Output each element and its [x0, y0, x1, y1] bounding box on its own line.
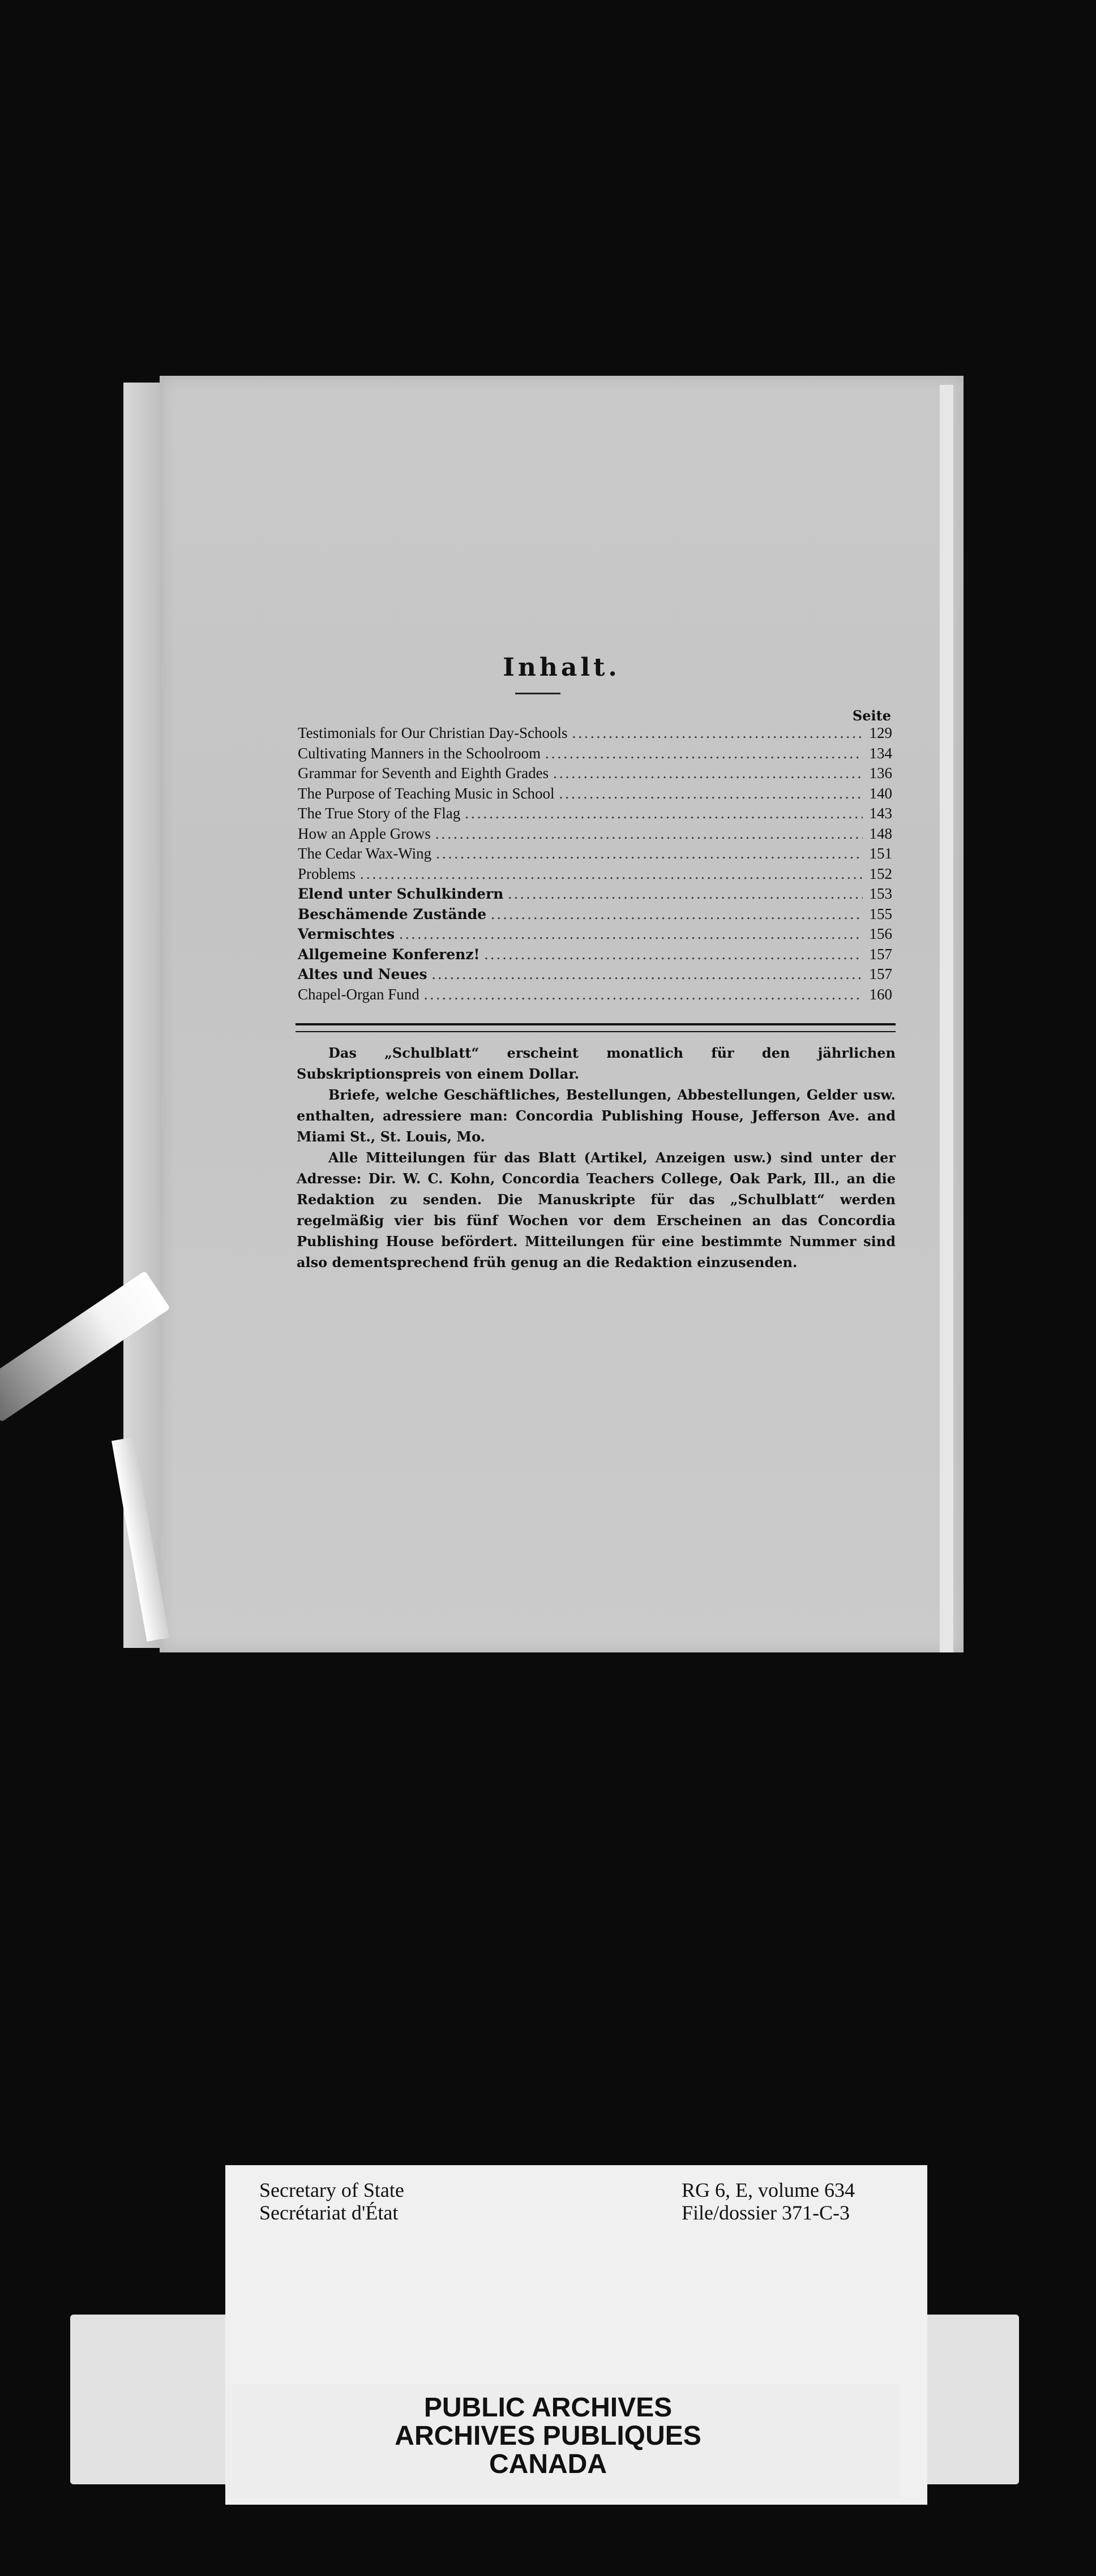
- toc-page: 129: [869, 724, 892, 741]
- notice-paragraph: Alle Mitteilungen für das Blatt (Artikel, Anzeigen usw.) sind unter der Adresse: Dir. W. C. Kohn, Concordia Teachers College, Oak Park, Ill., an die Redaktion zu senden. Die Manuskripte für das „Schulblatt“ werden regelmäßig vier bis fünf Wochen vor dem Erscheinen an das Concordia Publishing House befördert. Mitteilungen für eine bestimmte Nummer sind also dementsprechend früh genug an die Redaktion einzusenden.: [297, 1149, 896, 1270]
- toc-row: [298, 885, 892, 905]
- toc-row: [298, 845, 892, 865]
- toc-row: [298, 986, 892, 1006]
- page-right-edge: [940, 385, 953, 1652]
- toc-page: 153: [869, 885, 892, 902]
- toc-row: [298, 724, 892, 745]
- page-heading: Inhalt.: [503, 653, 620, 682]
- toc-row: [298, 865, 892, 886]
- toc-title: The True Story of the Flag: [298, 805, 461, 822]
- toc-page: 160: [869, 985, 892, 1003]
- toc-row: [298, 925, 892, 946]
- department-english: Secretary of State: [259, 2179, 404, 2201]
- toc-page: 136: [869, 765, 892, 782]
- toc-leader: [508, 885, 863, 903]
- toc-leader: [360, 865, 863, 883]
- toc-title: Vermischtes: [298, 926, 395, 942]
- toc-title: Problems: [298, 865, 356, 882]
- file-reference: File/dossier 371-C-3: [682, 2201, 850, 2224]
- toc-leader: [436, 845, 863, 862]
- heading-rule: [515, 693, 560, 694]
- toc-row: [298, 825, 892, 845]
- toc-title: Elend unter Schulkindern: [298, 886, 504, 902]
- page-column-label: Seite: [852, 707, 891, 724]
- toc-leader: [399, 925, 863, 943]
- toc-title: Altes und Neues: [298, 966, 427, 982]
- toc-title: Testimonials for Our Christian Day-Schools: [298, 724, 568, 741]
- toc-title: The Cedar Wax-Wing: [298, 845, 432, 862]
- toc-page: 134: [869, 744, 892, 762]
- toc-row: [298, 785, 892, 805]
- toc-title: Allgemeine Konferenz!: [298, 946, 480, 963]
- volume-reference: RG 6, E, volume 634: [682, 2179, 855, 2201]
- table-of-contents: [298, 724, 892, 1006]
- toc-leader: [424, 986, 863, 1003]
- toc-page: 157: [869, 965, 892, 982]
- toc-page: 148: [869, 825, 892, 842]
- toc-title: The Purpose of Teaching Music in School: [298, 784, 555, 802]
- notice-paragraph: Das „Schulblatt“ erscheint monatlich für den jährlichen Subskriptionspreis von einem Dollar.: [297, 1045, 896, 1082]
- toc-title: Chapel-Organ Fund: [298, 985, 419, 1003]
- toc-leader: [485, 946, 863, 963]
- toc-leader: [572, 724, 863, 742]
- toc-title: Cultivating Manners in the Schoolroom: [298, 744, 541, 762]
- department-french: Secrétariat d'État: [259, 2201, 399, 2224]
- toc-row: [298, 946, 892, 966]
- toc-title: How an Apple Grows: [298, 825, 431, 842]
- toc-row: [298, 965, 892, 986]
- toc-row: [298, 745, 892, 765]
- toc-title: Beschämende Zustände: [298, 905, 487, 922]
- toc-row: [298, 765, 892, 785]
- reference-block: [682, 2179, 855, 2224]
- toc-title: Grammar for Seventh and Eighth Grades: [298, 765, 549, 782]
- toc-leader: [491, 905, 863, 923]
- archives-stamp: [0, 2394, 1096, 2479]
- archives-country: CANADA: [489, 2449, 607, 2479]
- toc-leader: [432, 965, 863, 983]
- toc-page: 155: [869, 905, 892, 922]
- toc-page: 151: [869, 845, 892, 862]
- toc-row: [298, 805, 892, 825]
- toc-page: 156: [869, 925, 892, 942]
- toc-leader: [559, 785, 863, 802]
- archives-french: ARCHIVES PUBLIQUES: [395, 2421, 701, 2451]
- toc-row: [298, 905, 892, 926]
- toc-page: 152: [869, 865, 892, 882]
- toc-leader: [553, 765, 863, 782]
- toc-leader: [465, 805, 863, 822]
- publication-notice: [297, 1042, 896, 1273]
- scanned-page: [160, 376, 964, 1652]
- department-block: [259, 2179, 404, 2224]
- toc-page: 140: [869, 784, 892, 802]
- notice-paragraph: Briefe, welche Geschäftliches, Bestellungen, Abbestellungen, Gelder usw. enthalten, adressiere man: Concordia Publishing House, Jefferson Ave. and Miami St., St. Louis, Mo.: [297, 1087, 896, 1145]
- toc-page: 157: [869, 945, 892, 963]
- toc-leader: [435, 825, 863, 843]
- toc-leader: [545, 745, 863, 762]
- section-divider: [296, 1023, 896, 1032]
- toc-page: 143: [869, 805, 892, 822]
- archives-english: PUBLIC ARCHIVES: [423, 2393, 673, 2423]
